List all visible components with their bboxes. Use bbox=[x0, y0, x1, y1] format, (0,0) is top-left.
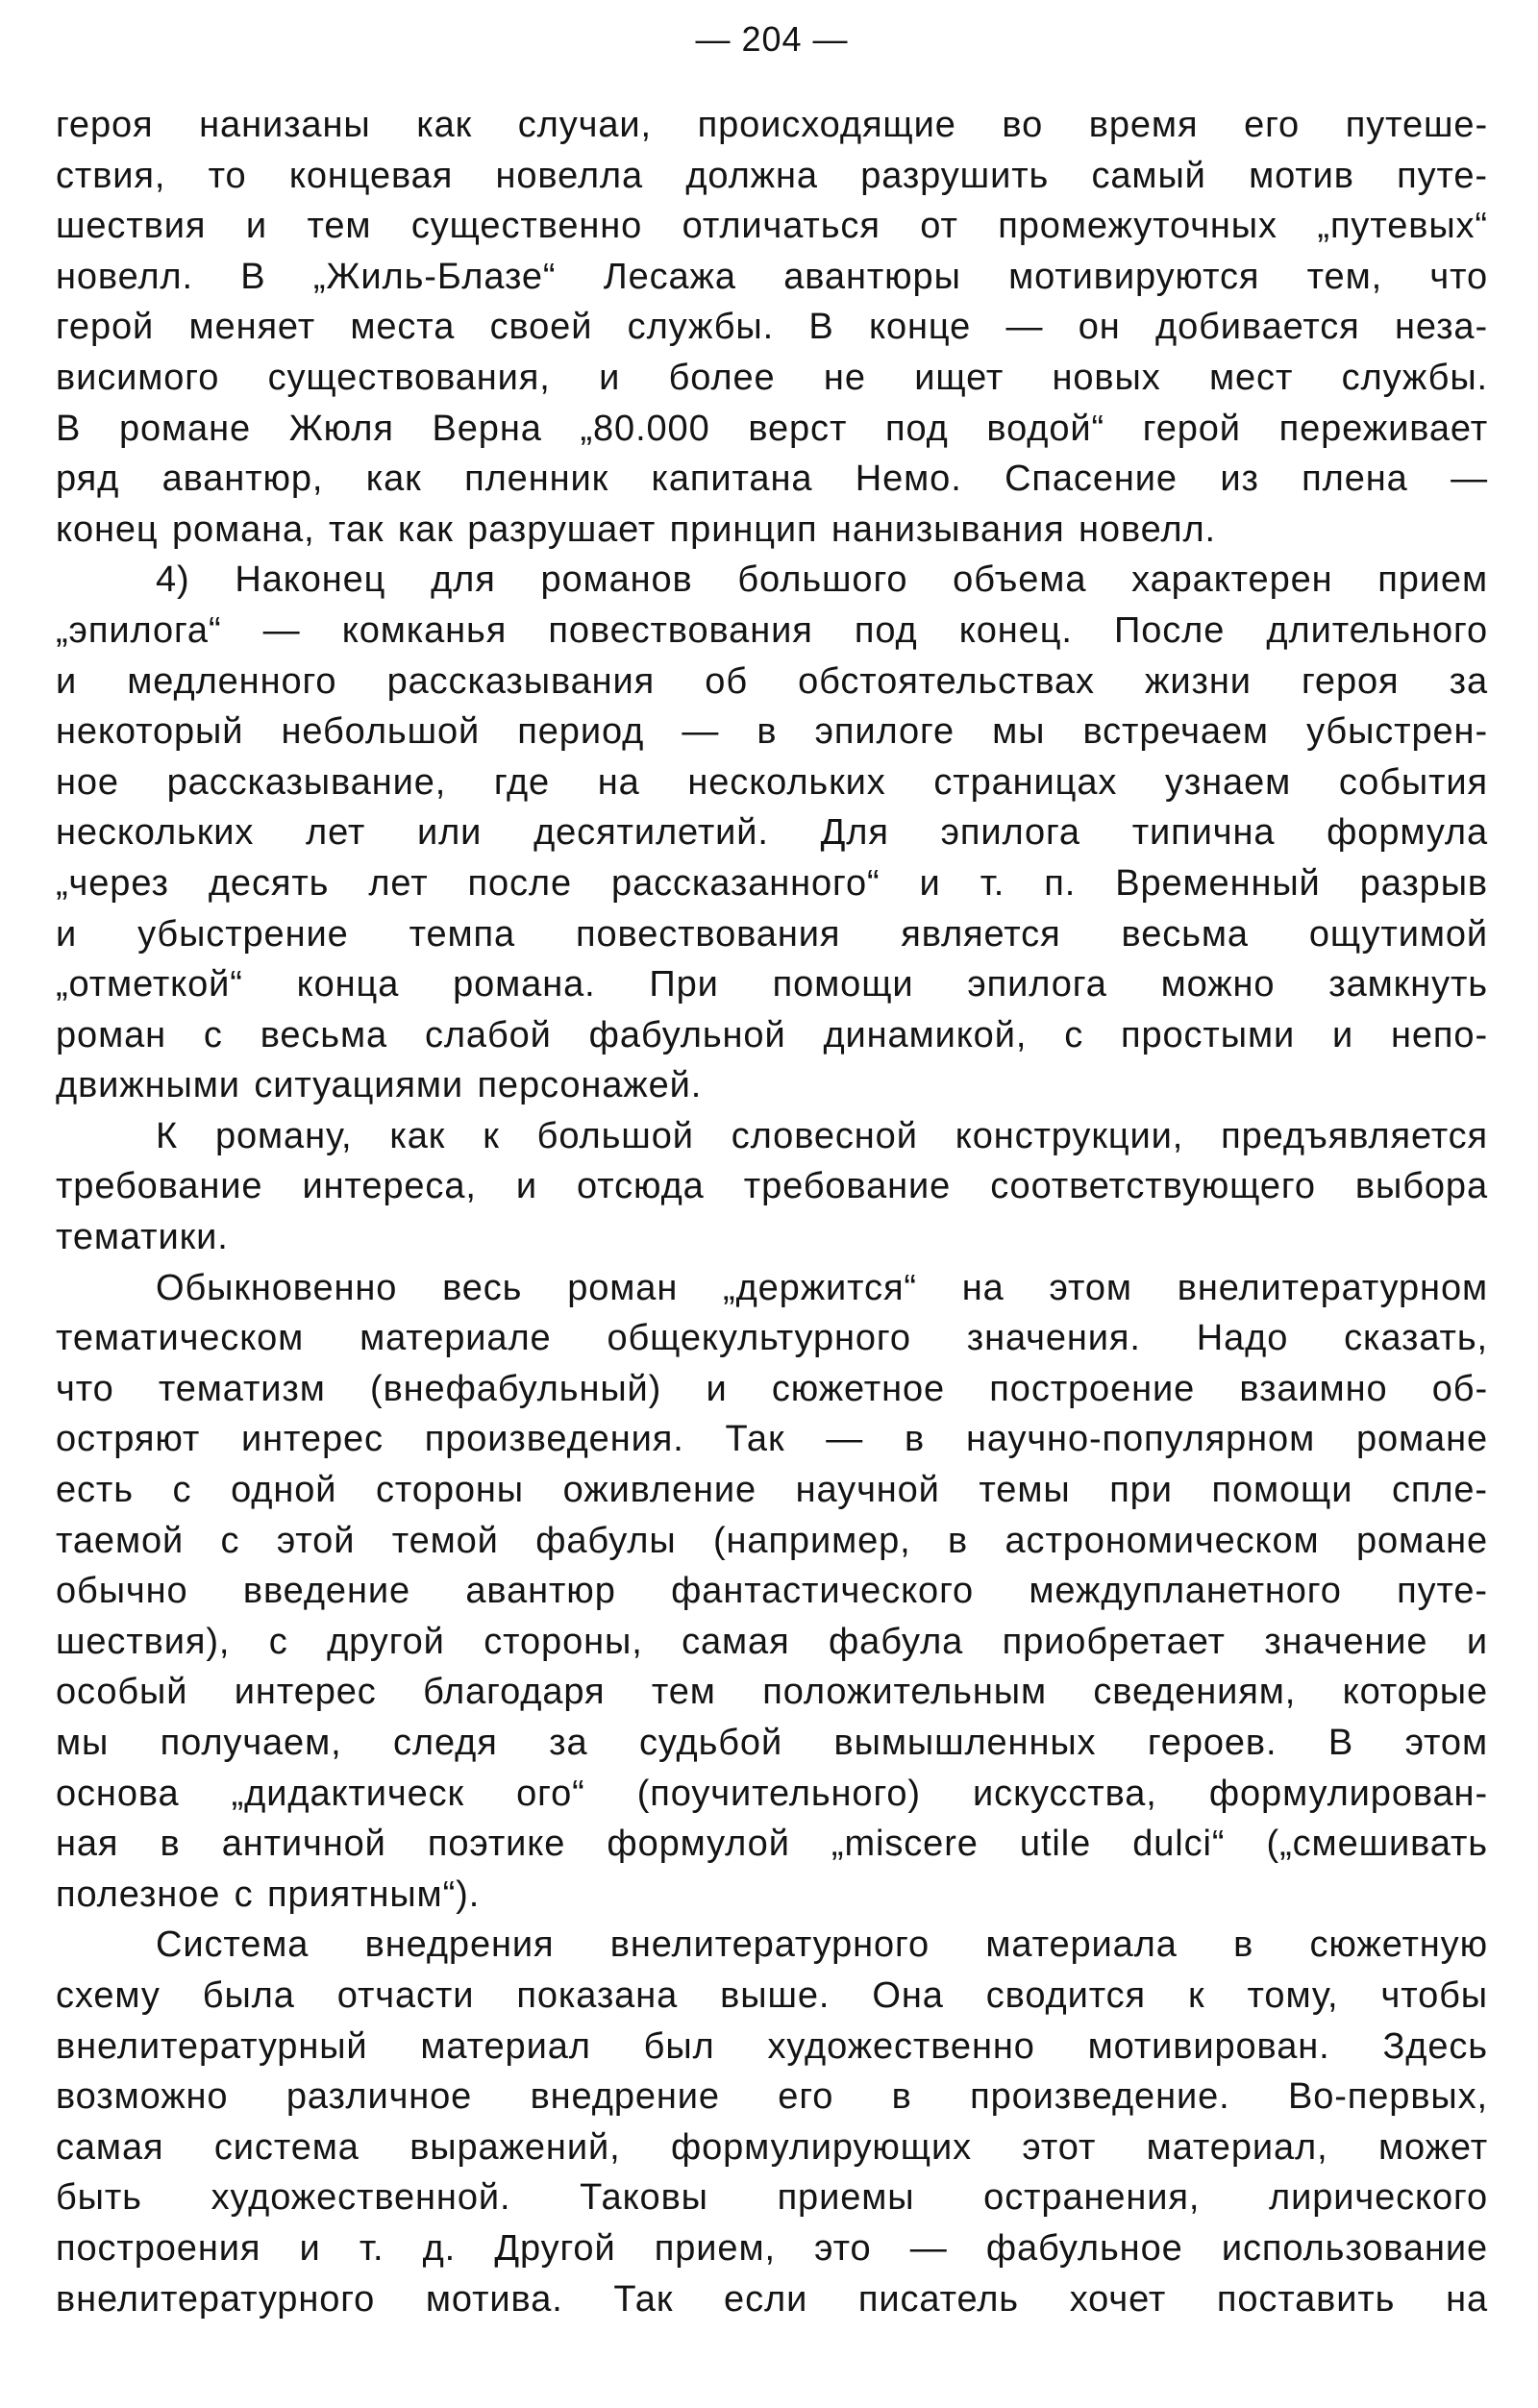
text-line: „эпилога“ — комканья повествования под конец. После длительного bbox=[56, 609, 1488, 651]
text-line: особый интерес благодаря тем положительным сведениям, которые bbox=[56, 1672, 1488, 1713]
text-line: движными ситуациями персонажей. bbox=[56, 1065, 703, 1106]
text-line: есть с одной стороны оживление научной темы при помощи спле- bbox=[56, 1470, 1488, 1511]
text-line: основа „дидактическ ого“ (поучительного) искусства, формулирован- bbox=[56, 1773, 1488, 1814]
text-line: висимого существования, и более не ищет новых мест службы. bbox=[56, 357, 1488, 398]
text-line: и медленного рассказывания об обстоятельствах жизни героя за bbox=[56, 660, 1488, 702]
text-line: тематики. bbox=[56, 1217, 229, 1258]
text-line: тематическом материале общекультурного значения. Надо сказать, bbox=[56, 1318, 1488, 1359]
text-line: построения и т. д. Другой прием, это — фабульное использование bbox=[56, 2227, 1488, 2269]
text-line: шествия), с другой стороны, самая фабула приобретает значение и bbox=[56, 1621, 1488, 1662]
text-line: требование интереса, и отсюда требование соответствующего выбора bbox=[56, 1166, 1488, 1207]
text-line: что тематизм (внефабульный) и сюжетное построение взаимно об- bbox=[56, 1368, 1488, 1409]
text-line: ное рассказывание, где на нескольких страницах узнаем события bbox=[56, 761, 1488, 803]
paragraph-5 bbox=[56, 1920, 1488, 2324]
text-line: Обыкновенно весь роман „держится“ на этом внелитературном bbox=[156, 1267, 1488, 1308]
paragraph-2 bbox=[56, 555, 1488, 1111]
text-line: внелитературный материал был художественно мотивирован. Здесь bbox=[56, 2025, 1488, 2067]
text-line: Система внедрения внелитературного материала в сюжетную bbox=[156, 1924, 1488, 1966]
body-text bbox=[56, 100, 1488, 2324]
text-line: ствия, то концевая новелла должна разрушить самый мотив путе- bbox=[56, 155, 1488, 196]
text-line: В романе Жюля Верна „80.000 верст под водой“ герой переживает bbox=[56, 408, 1488, 449]
paragraph-3 bbox=[56, 1111, 1488, 1263]
book-page bbox=[56, 17, 1488, 2324]
text-line: К роману, как к большой словесной конструкции, предъявляется bbox=[156, 1115, 1488, 1156]
paragraph-4 bbox=[56, 1263, 1488, 1921]
text-line: обычно введение авантюр фантастического междупланетного путе- bbox=[56, 1571, 1488, 1612]
text-line: 4) Наконец для романов большого объема характерен прием bbox=[156, 559, 1488, 601]
text-line: быть художественной. Таковы приемы остранения, лирического bbox=[56, 2177, 1488, 2219]
text-line: ная в античной поэтике формулой „miscere utile dulci“ („смешивать bbox=[56, 1824, 1488, 1865]
text-line: конец романа, так как разрушает принцип нанизывания новелл. bbox=[56, 509, 1216, 550]
paragraph-1 bbox=[56, 100, 1488, 555]
text-line: ряд авантюр, как пленник капитана Немо. Спасение из плена — bbox=[56, 459, 1488, 500]
text-line: новелл. В „Жиль-Блазе“ Лесажа авантюры мотивируются тем, что bbox=[56, 256, 1488, 297]
text-line: герой меняет места своей службы. В конце — он добивается неза- bbox=[56, 307, 1488, 348]
text-line: роман с весьма слабой фабульной динамикой, с простыми и непо- bbox=[56, 1014, 1488, 1055]
text-line: „через десять лет после рассказанного“ и т. п. Временный разрыв bbox=[56, 862, 1488, 904]
text-line: остряют интерес произведения. Так — в научно-популярном романе bbox=[56, 1419, 1488, 1460]
text-line: полезное с приятным“). bbox=[56, 1874, 481, 1915]
text-line: самая система выражений, формулирующих этот материал, может bbox=[56, 2126, 1488, 2168]
text-line: некоторый небольшой период — в эпилоге мы встречаем убыстрен- bbox=[56, 711, 1488, 753]
text-line: внелитературного мотива. Так если писатель хочет поставить на bbox=[56, 2278, 1488, 2320]
text-line: и убыстрение темпа повествования является весьма ощутимой bbox=[56, 913, 1488, 955]
text-line: нескольких лет или десятилетий. Для эпилога типична формула bbox=[56, 812, 1488, 854]
text-line: мы получаем, следя за судьбой вымышленных героев. В этом bbox=[56, 1723, 1488, 1763]
text-line: возможно различное внедрение его в произведение. Во-первых, bbox=[56, 2076, 1488, 2118]
text-line: схему была отчасти показана выше. Она сводится к тому, чтобы bbox=[56, 1974, 1488, 2016]
page-number: — 204 — bbox=[695, 19, 849, 59]
text-line: таемой с этой темой фабулы (например, в астрономическом романе bbox=[56, 1520, 1488, 1561]
text-line: „отметкой“ конца романа. При помощи эпилога можно замкнуть bbox=[56, 964, 1488, 1005]
text-line: героя нанизаны как случаи, происходящие во время его путеше- bbox=[56, 105, 1488, 145]
text-line: шествия и тем существенно отличаться от промежуточных „путевых“ bbox=[56, 206, 1488, 247]
